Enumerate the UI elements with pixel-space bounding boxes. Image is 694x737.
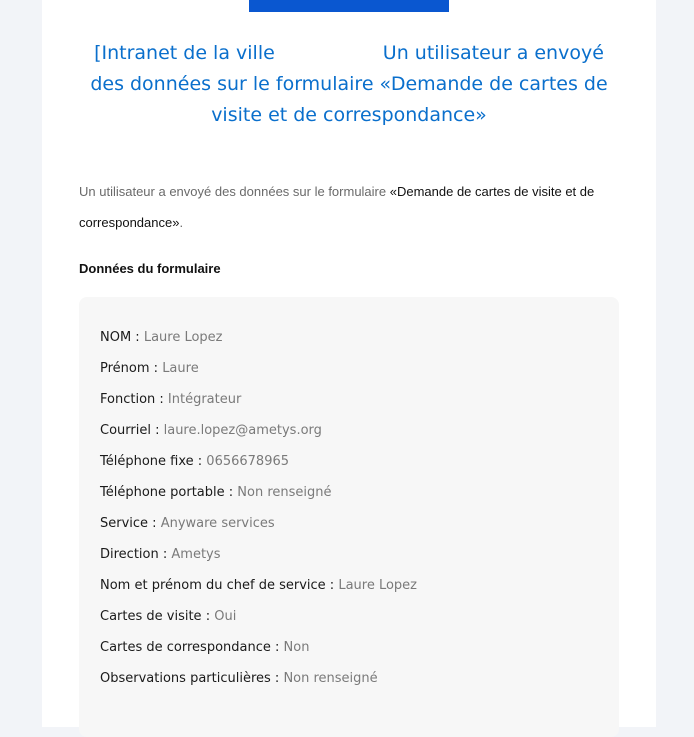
- field-value: Intégrateur: [167, 392, 242, 407]
- field-prenom: [100, 360, 199, 378]
- intro-prefix: Un utilisateur a envoyé des données sur le formulaire: [79, 184, 390, 199]
- field-value: 0656678965: [206, 454, 290, 469]
- email-card: [42, 0, 656, 727]
- field-label: Fonction :: [100, 392, 164, 407]
- field-telephone-portable: [100, 484, 332, 502]
- field-direction: [100, 546, 221, 564]
- intro-form-name: «Demande de cartes de visite et de correspondance»: [79, 184, 595, 230]
- field-cartes-de-visite: [100, 608, 236, 626]
- field-value: Laure Lopez: [338, 578, 418, 593]
- field-fonction: [100, 391, 241, 409]
- field-value: Non: [283, 640, 310, 655]
- field-label: Courriel :: [100, 423, 160, 438]
- field-nom: [100, 329, 223, 347]
- field-observations: [100, 670, 378, 688]
- field-label: Téléphone fixe :: [100, 454, 203, 469]
- field-label: Cartes de correspondance :: [100, 640, 280, 655]
- form-data-section-title: Données du formulaire: [79, 261, 221, 276]
- field-telephone-fixe: [100, 453, 289, 471]
- field-value: Laure: [162, 361, 199, 376]
- field-courriel: [100, 422, 322, 440]
- field-service: [100, 515, 275, 533]
- field-label: Direction :: [100, 547, 168, 562]
- form-data-box: [79, 297, 619, 737]
- field-value: Oui: [214, 609, 237, 624]
- field-chef-de-service: [100, 577, 417, 595]
- header-accent-bar: [249, 0, 449, 12]
- field-cartes-de-correspondance: [100, 639, 309, 657]
- subject-site-name: [Intranet de la ville: [94, 42, 275, 64]
- field-label: Téléphone portable :: [100, 485, 234, 500]
- field-label: Nom et prénom du chef de service :: [100, 578, 335, 593]
- field-label: Observations particulières :: [100, 671, 280, 686]
- field-label: Service :: [100, 516, 157, 531]
- field-value: Non renseigné: [237, 485, 332, 500]
- field-label: Cartes de visite :: [100, 609, 211, 624]
- intro-suffix: .: [179, 215, 184, 230]
- field-label: Prénom :: [100, 361, 159, 376]
- intro-paragraph: [79, 176, 619, 238]
- field-value: Non renseigné: [283, 671, 378, 686]
- field-value: laure.lopez@ametys.org: [163, 423, 322, 438]
- field-value: Laure Lopez: [143, 330, 223, 345]
- field-label: NOM :: [100, 330, 140, 345]
- field-value: Anyware services: [160, 516, 275, 531]
- subject-message: Un utilisateur a envoyé des données sur le formulaire «Demande de cartes de visite et de correspondance»: [90, 42, 608, 126]
- email-subject-heading: [82, 38, 616, 131]
- field-value: Ametys: [171, 547, 221, 562]
